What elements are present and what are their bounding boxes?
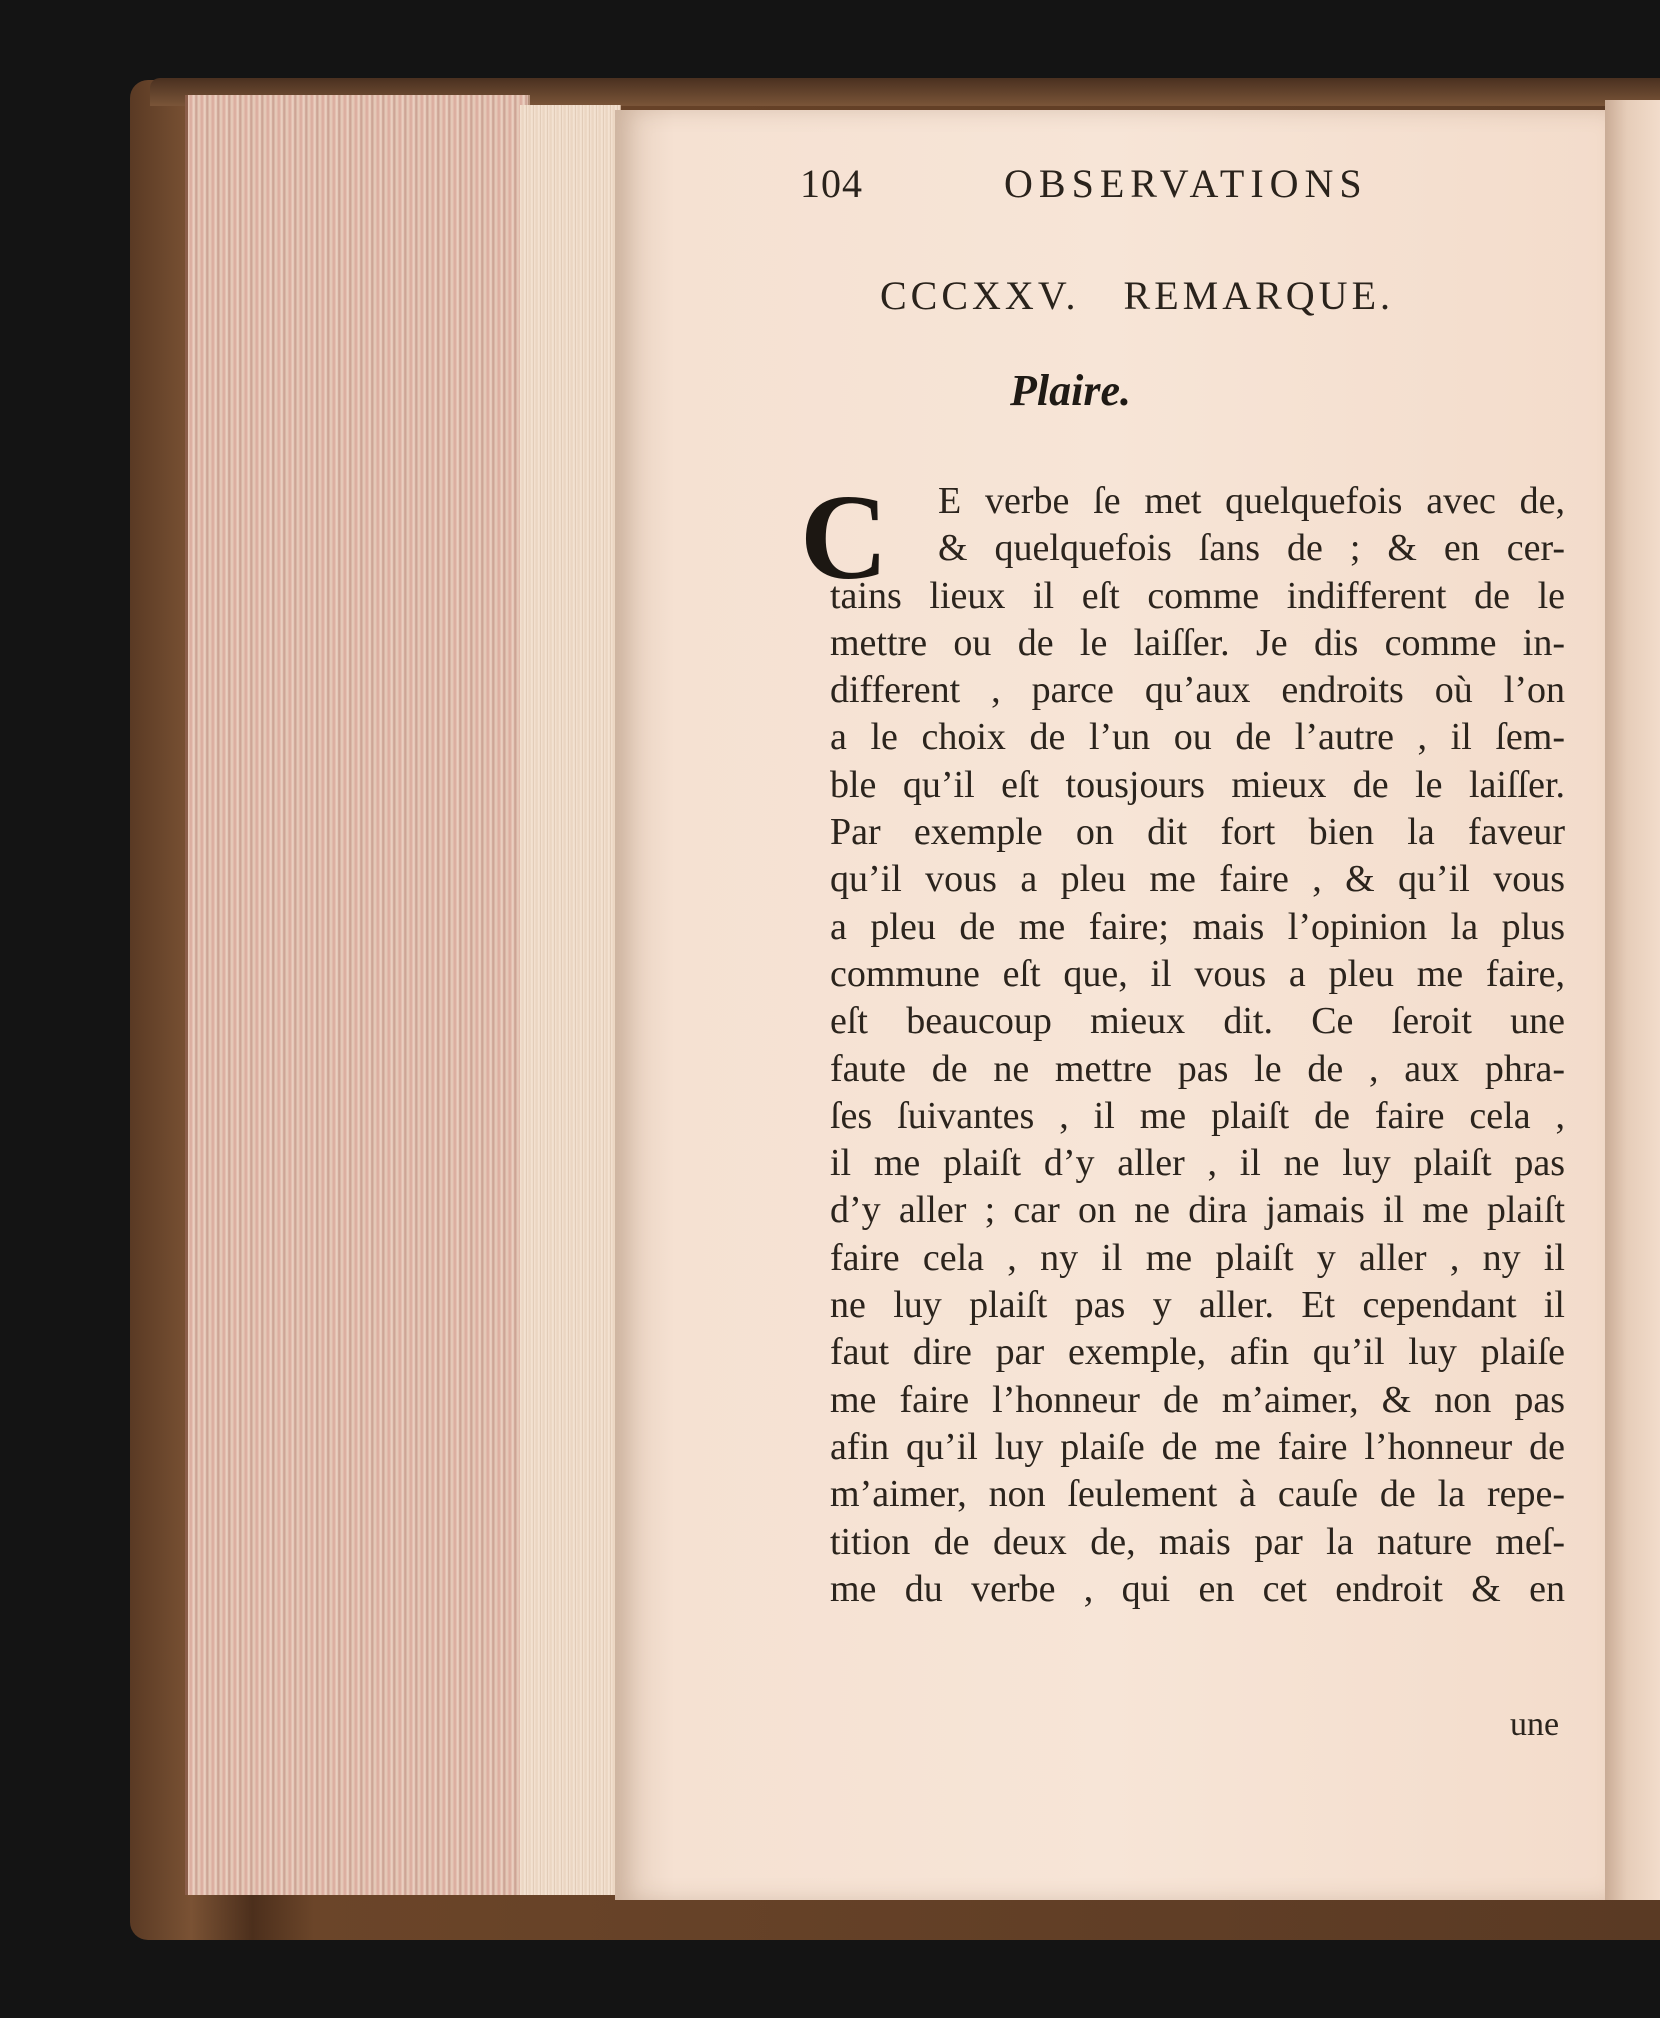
text-line: afin qu’il luy plaiſe de me faire l’honneur de: [830, 1425, 1565, 1468]
text-line: il me plaiſt d’y aller , il ne luy plaiſt pas: [830, 1142, 1565, 1185]
text-line: me du verbe , qui en cet endroit & en: [830, 1567, 1565, 1610]
text-line: a le choix de l’un ou de l’autre , il ſem-: [830, 716, 1565, 759]
text-line: commune eſt que, il vous a pleu me faire,: [830, 952, 1565, 995]
text-line: E verbe ſe met quelquefois avec de,: [938, 480, 1565, 522]
text-line: eſt beaucoup mieux dit. Ce ſeroit une: [830, 1000, 1565, 1043]
running-header: [800, 160, 1480, 220]
text-line: me faire l’honneur de m’aimer, & non pas: [830, 1378, 1565, 1421]
text-line: Par exemple on dit fort bien la faveur: [830, 811, 1565, 854]
remark-heading: [880, 272, 1520, 319]
remark-label: REMARQUE.: [1123, 273, 1394, 318]
text-line: tition de deux de, mais par la nature meſ-: [830, 1520, 1565, 1563]
drop-cap: C: [800, 470, 889, 605]
catchword: une: [1510, 1706, 1560, 1743]
facing-page-edge: [1605, 100, 1660, 1900]
text-line: tains lieux il eſt comme indifferent de le: [830, 574, 1565, 617]
text-line: m’aimer, non ſeulement à cauſe de la repe-: [830, 1473, 1565, 1516]
text-line: different , parce qu’aux endroits où l’on: [830, 669, 1565, 712]
page-edges: [520, 105, 621, 1895]
body-text: [830, 478, 1565, 1613]
remark-number: CCCXXV.: [880, 273, 1080, 318]
text-line: faute de ne mettre pas le de , aux phra-: [830, 1047, 1565, 1090]
text-line: d’y aller ; car on ne dira jamais il me plaiſt: [830, 1189, 1565, 1232]
text-line: faire cela , ny il me plaiſt y aller , ny il: [830, 1236, 1565, 1279]
text-line: faut dire par exemple, afin qu’il luy plaiſe: [830, 1331, 1565, 1374]
page-number: 104: [800, 161, 863, 206]
page-block-edges: [185, 95, 530, 1895]
text-line: qu’il vous a pleu me faire , & qu’il vous: [830, 858, 1565, 901]
text-line: & quelquefois ſans de ; & en cer-: [938, 527, 1565, 570]
text-line: mettre ou de le laiſſer. Je dis comme in-: [830, 621, 1565, 664]
text-line: ne luy plaiſt pas y aller. Et cependant il: [830, 1284, 1565, 1327]
section-title: Plaire.: [1010, 366, 1131, 415]
text-line: ſes ſuivantes , il me plaiſt de faire cela ,: [830, 1094, 1565, 1137]
running-title: OBSERVATIONS: [1004, 161, 1368, 206]
text-line: a pleu de me faire; mais l’opinion la plus: [830, 905, 1565, 948]
text-line: ble qu’il eſt tousjours mieux de le laiſſer.: [830, 763, 1565, 806]
